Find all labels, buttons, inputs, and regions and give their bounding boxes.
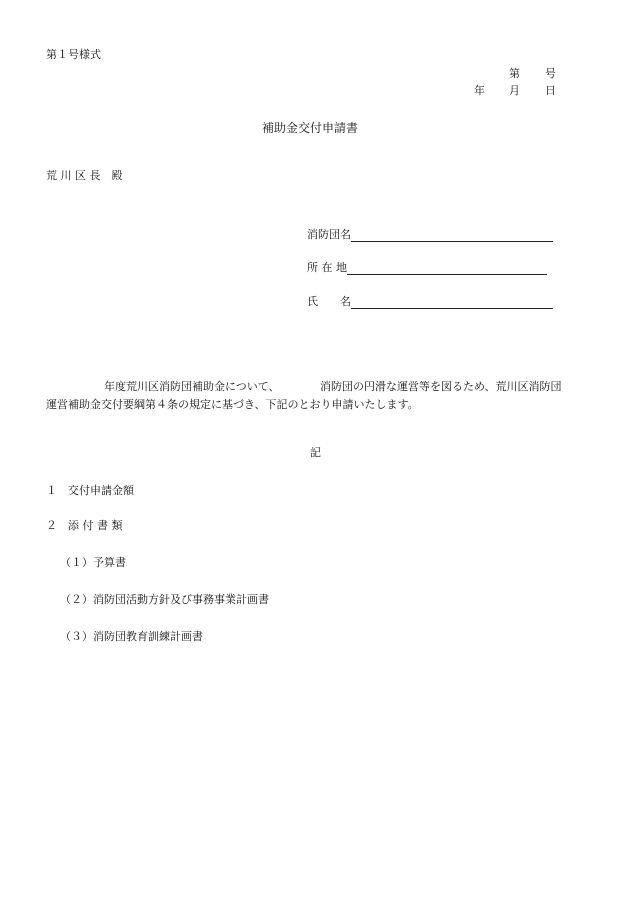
address-row — [307, 261, 547, 275]
document-title: 補助金交付申請書 — [262, 121, 359, 135]
date-day: 日 — [545, 84, 556, 97]
body-line2: 運営補助金交付要綱第４条の規定に基づき、下記のとおり申請いたします。 — [46, 398, 419, 411]
ki-heading: 記 — [310, 446, 321, 459]
address-label: 所 在 地 — [307, 261, 347, 274]
brigade-name-row — [307, 228, 553, 242]
brigade-name-label: 消防団名 — [307, 228, 351, 241]
item-application-amount: １ 交付申請金額 — [46, 484, 134, 497]
doc-number-go: 号 — [545, 67, 556, 80]
body-line1-a: 年度荒川区消防団補助金について、 — [104, 380, 280, 393]
name-label: 氏 名 — [307, 295, 351, 308]
attachment-budget: （１）予算書 — [60, 556, 126, 569]
form-number: 第１号様式 — [46, 48, 101, 61]
address-field[interactable] — [347, 262, 547, 275]
date-year: 年 — [474, 84, 485, 97]
body-line1-b: 消防団の円滑な運営等を図るため、荒川区消防団 — [320, 380, 562, 393]
name-field[interactable] — [351, 296, 553, 309]
addressee: 荒 川 区 長 殿 — [46, 169, 123, 182]
name-row — [307, 295, 553, 309]
item-attachments: ２ 添 付 書 類 — [46, 519, 123, 532]
brigade-name-field[interactable] — [351, 229, 553, 242]
attachment-activity-plan: （２）消防団活動方針及び事務事業計画書 — [60, 593, 269, 606]
attachment-training-plan: （３）消防団教育訓練計画書 — [60, 630, 203, 643]
date-month: 月 — [509, 84, 520, 97]
doc-number-dai: 第 — [509, 67, 520, 80]
